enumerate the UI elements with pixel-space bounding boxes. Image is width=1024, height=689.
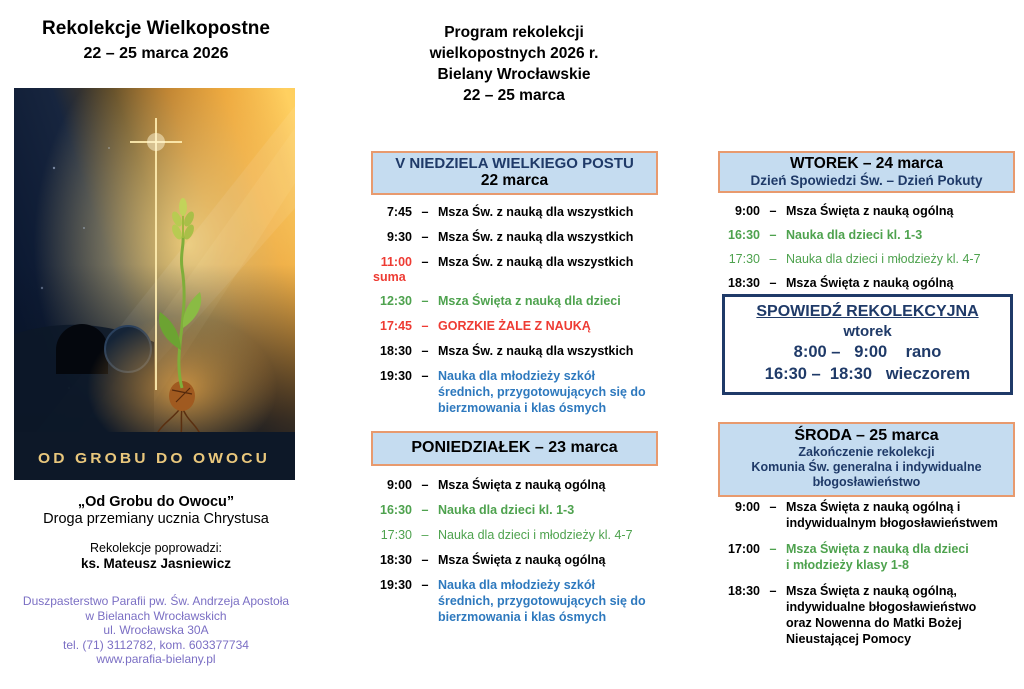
schedule-text xyxy=(438,527,660,543)
schedule-time: 17:30 xyxy=(380,528,412,542)
text-line: Nieustającej Pomocy xyxy=(786,632,912,646)
text-line: Nauka dla dzieci i młodzieży kl. 4-7 xyxy=(438,528,633,542)
schedule-time: 16:30 xyxy=(380,503,412,517)
day-header-sub-lines xyxy=(720,445,1013,490)
schedule-row xyxy=(716,251,1020,267)
schedule-text xyxy=(438,552,660,568)
dash-separator: – xyxy=(421,578,429,592)
day-header-line: WTOREK – 24 marca xyxy=(789,155,944,172)
text-line: Nauka dla młodzieży szkół xyxy=(438,369,595,383)
dash-separator: – xyxy=(769,252,777,266)
confession-morning-hours: 8:00 – 9:00 rano xyxy=(793,343,942,361)
schedule-time: 16:30 xyxy=(728,228,760,242)
text-line: www.parafia-bielany.pl xyxy=(96,652,216,667)
schedule-text xyxy=(438,502,660,518)
dash-separator: – xyxy=(421,344,429,358)
text-line: Msza Św. z nauką dla wszystkich xyxy=(438,255,634,269)
text-line: Nauka dla dzieci kl. 1-3 xyxy=(786,228,923,242)
schedule-row xyxy=(368,343,660,359)
schedule-text xyxy=(438,577,660,625)
schedule-text xyxy=(438,477,660,493)
dash-separator: – xyxy=(769,228,777,242)
schedule-time: 19:30 xyxy=(380,578,412,592)
day-header-line: ŚRODA – 25 marca xyxy=(794,427,939,444)
schedule-time: 18:30 xyxy=(728,276,760,290)
schedule-time: 12:30 xyxy=(380,294,412,308)
text-line: Komunia Św. generalna i indywidualne xyxy=(751,460,982,474)
schedule-tuesday xyxy=(716,203,1020,299)
dash-separator: – xyxy=(421,205,429,219)
text-line: Duszpasterstwo Parafii pw. Św. Andrzeja Apostoła xyxy=(22,594,290,608)
text-line: Bielany Wrocławskie xyxy=(437,66,591,83)
parish-contact-block xyxy=(0,594,312,667)
confession-day: wtorek xyxy=(843,323,892,340)
dash-separator: – xyxy=(769,584,777,598)
text-line: Msza Święta z nauką ogólną xyxy=(438,478,606,492)
poster-artwork xyxy=(14,88,295,480)
schedule-row xyxy=(368,318,660,334)
schedule-row xyxy=(716,541,1022,573)
retreat-poster-image xyxy=(14,88,295,480)
text-line: bierzmowania i klas ósmych xyxy=(438,610,607,624)
schedule-time: 18:30 xyxy=(728,584,760,598)
text-line: bierzmowania i klas ósmych xyxy=(438,401,607,415)
leader-label: Rekolekcje poprowadzi: xyxy=(89,541,222,555)
text-line: w Bielanach Wrocławskich xyxy=(85,608,227,623)
dash-separator: – xyxy=(421,369,429,383)
dash-separator: – xyxy=(769,500,777,514)
schedule-row xyxy=(368,527,660,543)
text-line: Nauka dla dzieci i młodzieży kl. 4-7 xyxy=(786,252,981,266)
schedule-time: 17:45 xyxy=(380,319,412,333)
confession-title: SPOWIEDŹ REKOLEKCYJNA xyxy=(756,303,979,320)
schedule-text xyxy=(786,275,1020,291)
schedule-row xyxy=(368,477,660,493)
schedule-text xyxy=(438,204,660,220)
text-line: Msza Święta z nauką ogólną xyxy=(786,204,954,218)
text-line: oraz Nowenna do Matki Bożej xyxy=(786,616,962,630)
schedule-row xyxy=(716,275,1020,291)
page-subtitle: 22 – 25 marca 2026 xyxy=(83,45,229,62)
schedule-time: 9:00 xyxy=(734,204,760,218)
schedule-row xyxy=(368,577,660,625)
text-line: Msza Święta z nauką ogólną i xyxy=(786,500,961,514)
text-line: GORZKIE ŻALE Z NAUKĄ xyxy=(438,319,591,333)
schedule-row xyxy=(368,552,660,568)
dash-separator: – xyxy=(421,478,429,492)
text-line: ul. Wrocławska 30A xyxy=(103,623,209,638)
page-title: Rekolekcje Wielkopostne xyxy=(42,18,270,39)
dash-separator: – xyxy=(421,255,429,269)
schedule-row xyxy=(716,227,1020,243)
schedule-wednesday xyxy=(716,499,1022,657)
confession-box xyxy=(722,294,1013,395)
day-header-tuesday xyxy=(718,151,1015,193)
text-line: indywidualnym błogosławieństwem xyxy=(786,516,998,530)
text-line: Msza Święta z nauką ogólną xyxy=(786,276,954,290)
schedule-text xyxy=(786,541,1022,573)
schedule-row xyxy=(716,499,1022,531)
day-header-wednesday xyxy=(718,422,1015,497)
text-line: średnich, przygotowujących się do xyxy=(438,594,646,608)
schedule-row xyxy=(368,293,660,309)
schedule-text xyxy=(438,343,660,359)
text-line: Msza Św. z nauką dla wszystkich xyxy=(438,205,634,219)
text-line: błogosławieństwo xyxy=(812,475,921,489)
text-line: Msza Święta z nauką ogólną, xyxy=(786,584,957,598)
schedule-row xyxy=(368,204,660,220)
schedule-text xyxy=(786,227,1020,243)
poster-title: OD GROBU DO OWOCU xyxy=(38,450,270,467)
schedule-time: 17:30 xyxy=(728,252,760,266)
schedule-time: 18:30 xyxy=(380,344,412,358)
schedule-row xyxy=(368,368,660,416)
schedule-text xyxy=(438,318,660,334)
dash-separator: – xyxy=(769,276,777,290)
schedule-row xyxy=(716,203,1020,219)
dash-separator: – xyxy=(421,553,429,567)
dash-separator: – xyxy=(421,230,429,244)
day-header-monday xyxy=(371,431,658,466)
day-header-subtitle: Dzień Spowiedzi Św. – Dzień Pokuty xyxy=(750,173,983,188)
schedule-time: 11:00 suma xyxy=(368,254,412,284)
confession-evening-hours: 16:30 – 18:30 wieczorem xyxy=(764,365,971,383)
text-line: tel. (71) 3112782, kom. 603377734 xyxy=(63,637,249,652)
text-line: Msza Święta z nauką dla dzieci xyxy=(786,542,969,556)
day-header-line: PONIEDZIAŁEK – 23 marca xyxy=(411,439,618,456)
text-line: Msza Św. z nauką dla wszystkich xyxy=(438,230,634,244)
schedule-text xyxy=(786,203,1020,219)
text-line: Program rekolekcji xyxy=(444,24,584,41)
dash-separator: – xyxy=(421,294,429,308)
schedule-row xyxy=(368,229,660,245)
schedule-time: 9:30 xyxy=(386,230,412,244)
schedule-text xyxy=(438,229,660,245)
schedule-time-sub: suma xyxy=(373,270,406,284)
dash-separator: – xyxy=(421,528,429,542)
text-line: wielkopostnych 2026 r. xyxy=(429,45,599,62)
dash-separator: – xyxy=(769,542,777,556)
schedule-time: 17:00 xyxy=(728,542,760,556)
text-line: indywidualne błogosławieństwo xyxy=(786,600,977,614)
schedule-text xyxy=(786,583,1022,647)
schedule-time: 9:00 xyxy=(734,500,760,514)
schedule-time: 19:30 xyxy=(380,369,412,383)
dash-separator: – xyxy=(769,204,777,218)
schedule-text xyxy=(438,293,660,309)
schedule-monday xyxy=(368,477,660,634)
text-line: Msza Święta z nauką ogólną xyxy=(438,553,606,567)
schedule-row xyxy=(716,583,1022,647)
text-line: i młodzieży klasy 1-8 xyxy=(786,558,909,572)
schedule-row xyxy=(368,502,660,518)
text-line: Zakończenie rekolekcji xyxy=(798,445,935,459)
poster-caption-subtitle: Droga przemiany ucznia Chrystusa xyxy=(43,511,269,527)
schedule-time: 9:00 xyxy=(386,478,412,492)
text-line: 22 – 25 marca xyxy=(463,87,565,104)
dash-separator: – xyxy=(421,319,429,333)
day-header-date: 22 marca xyxy=(480,172,549,189)
program-header xyxy=(368,22,660,106)
schedule-row xyxy=(368,254,660,284)
schedule-time: 18:30 xyxy=(380,553,412,567)
schedule-time: 7:45 xyxy=(386,205,412,219)
schedule-text xyxy=(786,499,1022,531)
text-line: Msza Św. z nauką dla wszystkich xyxy=(438,344,634,358)
schedule-sunday xyxy=(368,204,660,425)
schedule-text xyxy=(786,251,1020,267)
poster-caption-title: „Od Grobu do Owocu” xyxy=(77,494,235,510)
text-line: Nauka dla dzieci kl. 1-3 xyxy=(438,503,575,517)
day-header-line: V NIEDZIELA WIELKIEGO POSTU xyxy=(395,155,634,172)
schedule-text xyxy=(438,368,660,416)
day-header-sunday xyxy=(371,151,658,195)
text-line: Msza Święta z nauką dla dzieci xyxy=(438,294,621,308)
leader-name: ks. Mateusz Jasniewicz xyxy=(80,556,232,571)
text-line: Nauka dla młodzieży szkół xyxy=(438,578,595,592)
schedule-text xyxy=(438,254,660,284)
text-line: średnich, przygotowujących się do xyxy=(438,385,646,399)
dash-separator: – xyxy=(421,503,429,517)
